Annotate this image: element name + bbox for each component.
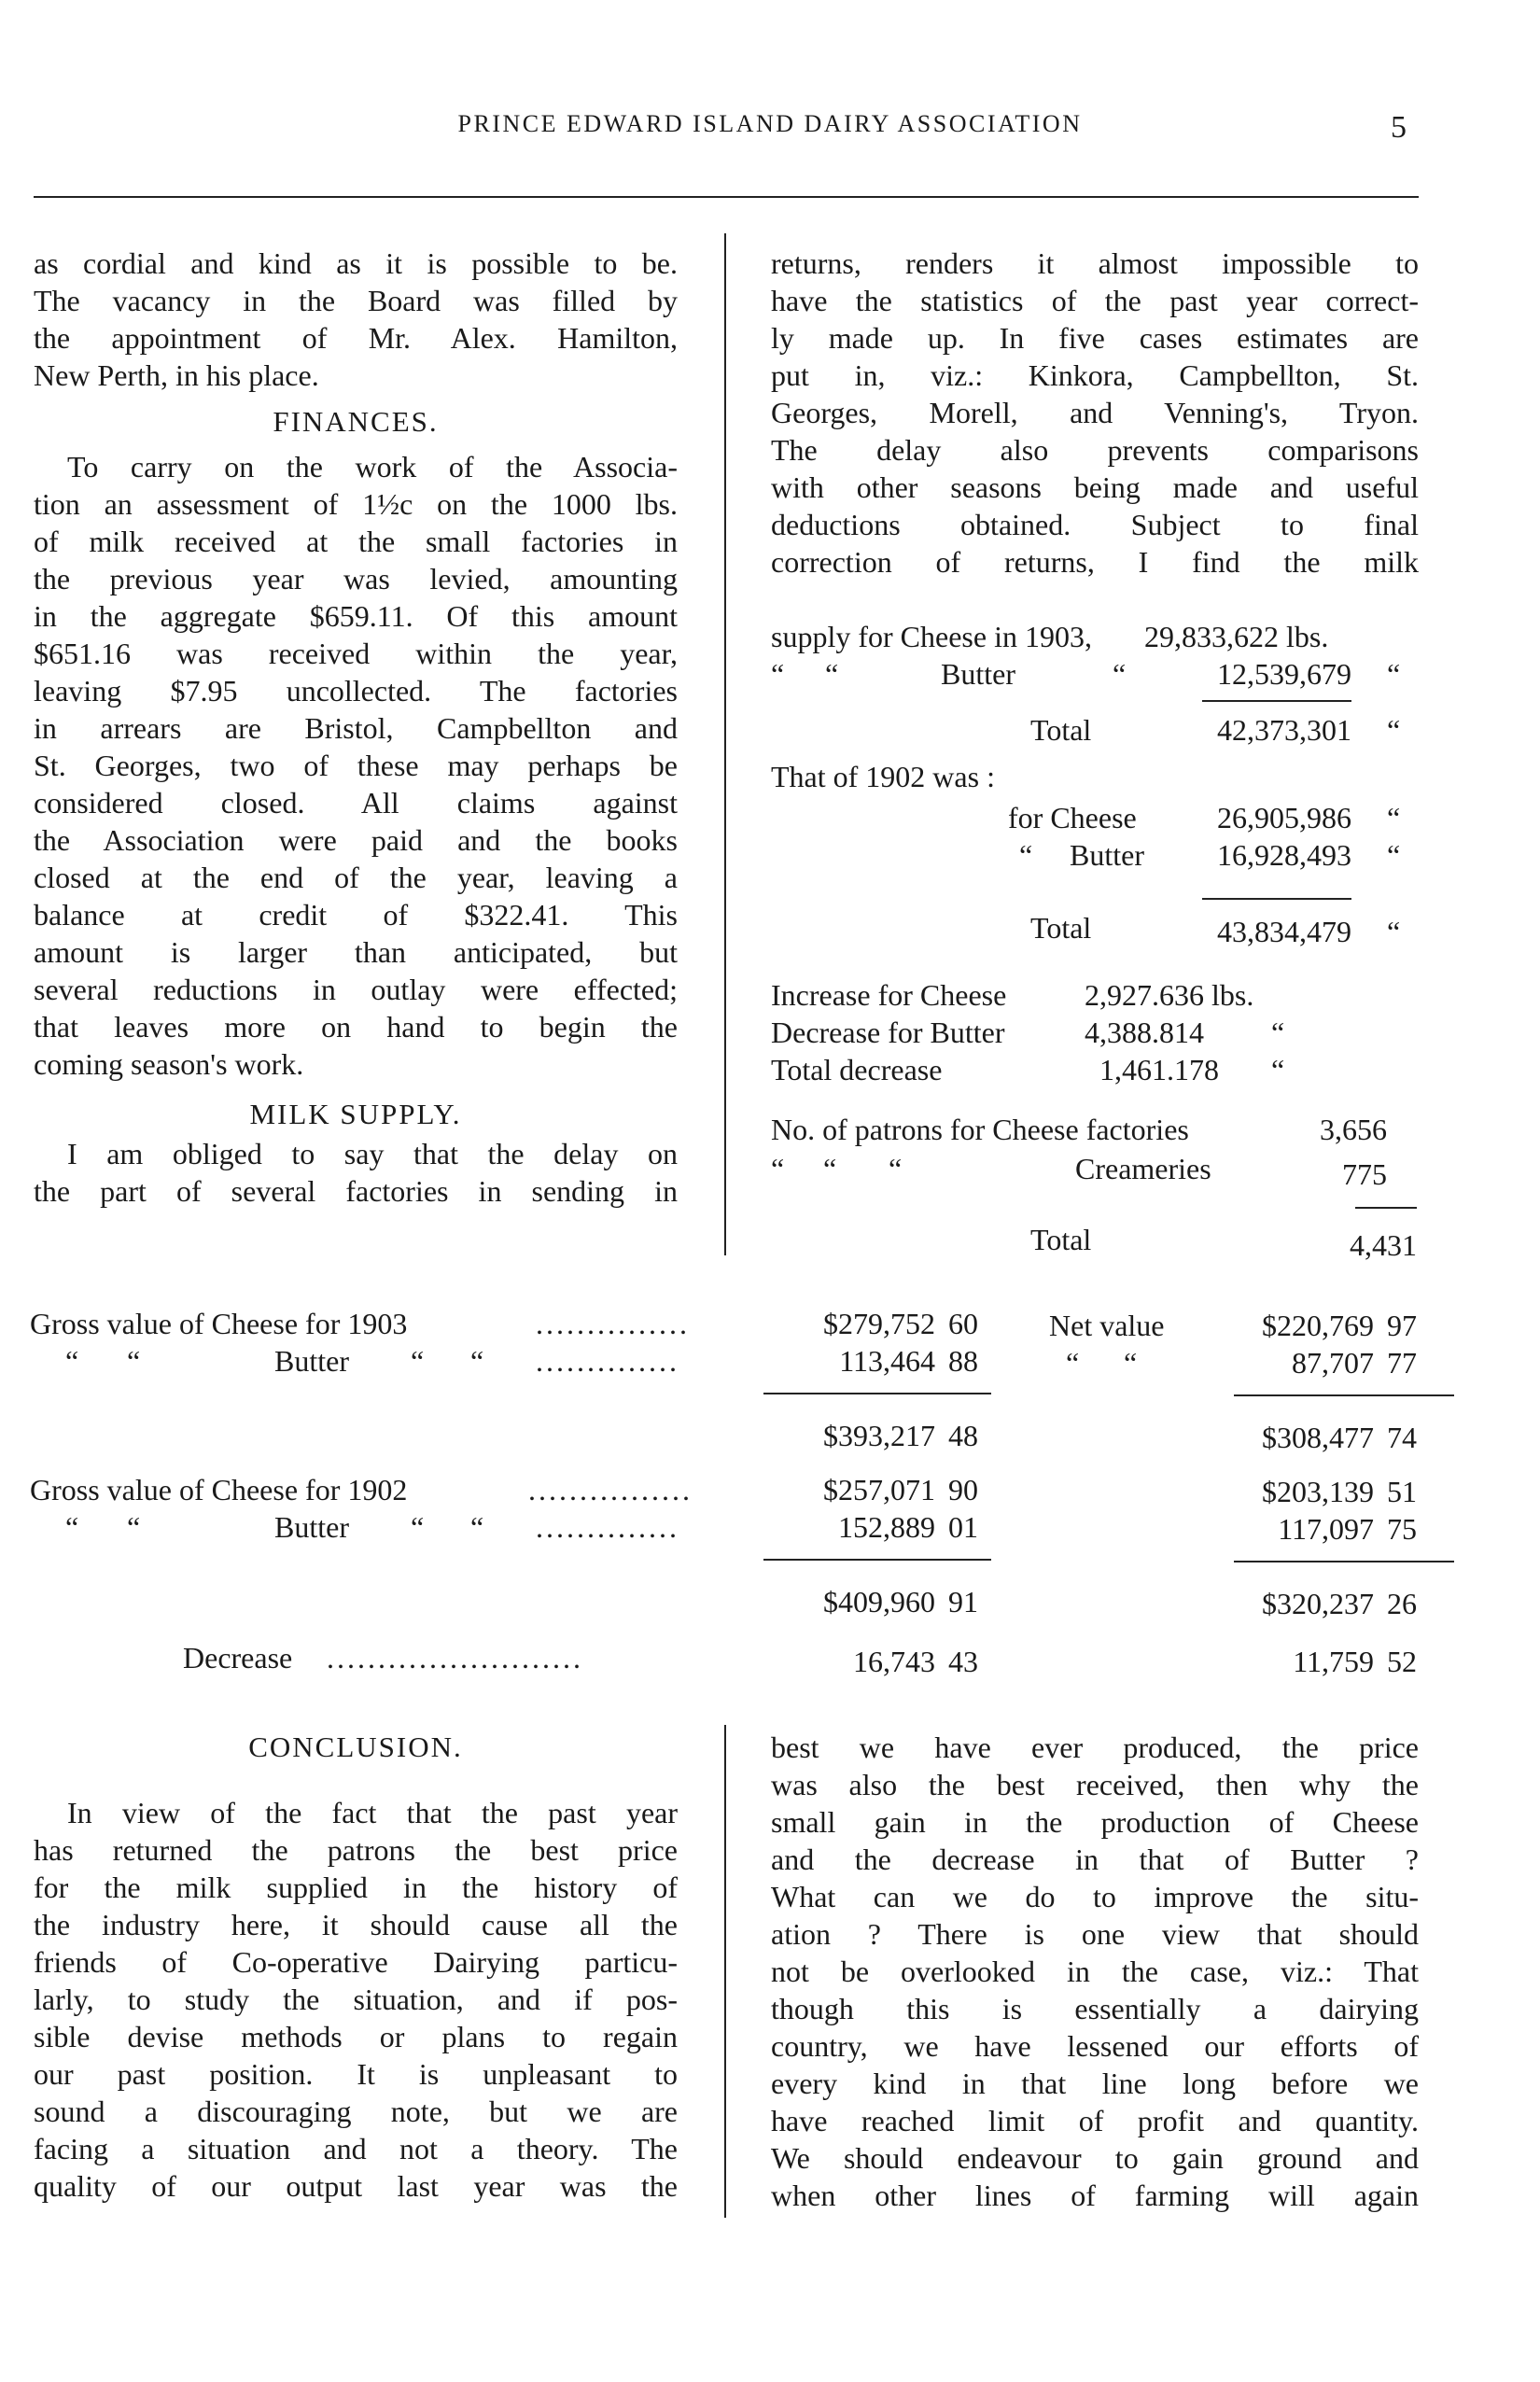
gross-1902-cheese: $257,071 [823,1473,935,1506]
running-header: PRINCE EDWARD ISLAND DAIRY ASSOCIATION [457,110,1083,137]
patrons-total-value: 4,431 [1350,1228,1417,1262]
decrease-butter-label: Decrease for Butter [771,1016,1005,1049]
gross-1902-cheese-cents: 90 [948,1473,978,1506]
net-1902-total: $320,237 [1262,1587,1374,1620]
text-line: the Association were paid and the books [34,823,678,857]
sum-rule [1234,1394,1454,1396]
total-label: Total [1030,713,1092,747]
net-value-label: Net value [1049,1309,1165,1342]
ditto-mark: “ [1387,915,1401,948]
text-line: the industry here, it should cause all the [34,1908,678,1941]
text-line: In view of the fact that the past year [67,1796,678,1829]
text-line: leaving $7.95 uncollected. The factories [34,674,678,708]
total-label: Total [1030,1223,1092,1256]
text-line: not be overlooked in the case, viz.: That [771,1955,1419,1988]
total-1903-value: 42,373,301 [1217,713,1351,747]
gross-1903-butter: 113,464 [839,1344,935,1378]
gross-1902-label: Gross value of Cheese for 1902 [30,1473,408,1506]
leader-dots: .............. [536,1344,679,1378]
column-divider-top [724,233,726,1255]
supply-cheese-value: 29,833,622 lbs. [1144,620,1329,653]
ditto-mark: “ [825,657,839,691]
text-line: the appointment of Mr. Alex. Hamilton, [34,321,678,355]
increase-cheese-value: 2,927.636 lbs. [1085,978,1254,1012]
text-line: was also the best received, then why the [771,1768,1419,1801]
finances-heading: FINANCES. [273,405,439,438]
net-1903-total-cents: 74 [1387,1421,1417,1454]
sum-rule [763,1559,991,1561]
text-line: $651.16 was received within the year, [34,637,678,670]
ditto-mark: “ [470,1344,484,1378]
for-cheese-label: for Cheese [1008,801,1137,834]
net-1903-total: $308,477 [1262,1421,1374,1454]
ditto-mark: “ [1387,657,1401,691]
gross-1902-butter: 152,889 [838,1510,935,1544]
decrease-butter-value: 4,388.814 [1085,1016,1204,1049]
text-line: small gain in the production of Cheese [771,1805,1419,1839]
ditto-mark: “ [411,1510,425,1544]
text-line: for the milk supplied in the history of [34,1871,678,1904]
text-line: the previous year was levied, amounting [34,562,678,596]
text-line: and the decrease in that of Butter ? [771,1843,1419,1876]
ditto-mark: “ [1271,1016,1285,1049]
butter-label: Butter [1070,838,1144,872]
ditto-mark: “ [1271,1053,1285,1086]
butter-1902-value: 16,928,493 [1217,838,1351,872]
sum-rule [1234,1561,1454,1562]
text-line: friends of Co-operative Dairying particu- [34,1945,678,1979]
net-1903-butter-cents: 77 [1387,1346,1417,1380]
supply-butter-value: 12,539,679 [1217,657,1351,691]
ditto-mark: “ [1387,838,1401,872]
ditto-mark: “ [127,1344,141,1378]
ditto-mark: “ [470,1510,484,1544]
total-label: Total [1030,911,1092,945]
leader-dots: ......................... [327,1641,583,1674]
text-line: New Perth, in his place. [34,358,319,392]
text-line: have the statistics of the past year correct- [771,284,1419,317]
butter-label: Butter [941,657,1015,691]
text-line: larly, to study the situation, and if pos- [34,1983,678,2016]
text-line: when other lines of farming will again [771,2179,1419,2212]
leader-dots: ................ [528,1473,693,1506]
text-line: several reductions in outlay were effected; [34,973,678,1006]
ditto-mark: “ [1113,657,1127,691]
ditto-mark: “ [1019,838,1033,872]
conclusion-heading: CONCLUSION. [248,1730,463,1763]
net-1902-butter: 117,097 [1278,1512,1374,1546]
milk-supply-stats [771,581,1424,1197]
text-line: every kind in that line long before we [771,2067,1419,2100]
right-column-top [771,245,1419,581]
ditto-mark: “ [411,1344,425,1378]
ditto-mark: “ [1387,801,1401,834]
gross-decrease: 16,743 [853,1645,935,1678]
text-line: sible devise methods or plans to regain [34,2020,678,2053]
text-line: St. Georges, two of these may perhaps be [34,749,678,782]
gross-1903-butter-cents: 88 [948,1344,978,1378]
text-line: correction of returns, I find the milk [771,545,1419,579]
sum-rule [763,1393,991,1394]
total-decrease-value: 1,461.178 [1099,1053,1219,1086]
total-1902-value: 43,834,479 [1217,915,1351,948]
text-line: have reached limit of profit and quantity. [771,2104,1419,2137]
text-line: with other seasons being made and useful [771,470,1419,504]
text-line: the part of several factories in sending in [34,1174,678,1208]
total-decrease-label: Total decrease [771,1053,943,1086]
net-1902-cheese-cents: 51 [1387,1475,1417,1508]
left-column-bottom [34,1729,678,2205]
text-line: sound a discouraging note, but we are [34,2095,678,2128]
sum-rule [1202,700,1351,702]
text-line: ation ? There is one view that should [771,1917,1419,1951]
ditto-mark: “ [889,1152,903,1185]
text-line: I am obliged to say that the delay on [67,1137,678,1170]
gross-1903-cheese-cents: 60 [948,1307,978,1340]
gross-1903-cheese: $279,752 [823,1307,935,1340]
patrons-cheese-value: 3,656 [1320,1113,1387,1146]
ditto-mark: “ [127,1510,141,1544]
text-line: We should endeavour to gain ground and [771,2141,1419,2175]
creameries-label: Creameries [1075,1152,1211,1185]
leader-dots: .............. [536,1510,679,1544]
text-line: put in, viz.: Kinkora, Campbellton, St. [771,358,1419,392]
gross-1903-total: $393,217 [823,1419,935,1452]
ditto-mark: “ [1066,1346,1080,1380]
increase-cheese-label: Increase for Cheese [771,978,1007,1012]
text-line: country, we have lessened our efforts of [771,2029,1419,2063]
text-line: as cordial and kind as it is possible to be. [34,246,678,280]
gross-1902-total-cents: 91 [948,1585,978,1618]
text-line: though this is essentially a dairying [771,1992,1419,2025]
text-line: has returned the patrons the best price [34,1833,678,1867]
sum-rule [1355,1207,1417,1209]
ditto-mark: “ [771,657,785,691]
text-line: best we have ever produced, the price [771,1730,1419,1764]
net-1903-cheese: $220,769 [1262,1309,1374,1342]
text-line: our past position. It is unpleasant to [34,2057,678,2091]
right-column-bottom [771,1729,1419,2214]
left-column-top [34,245,678,1210]
milk-supply-heading: MILK SUPPLY. [249,1098,462,1130]
butter-label: Butter [274,1344,349,1378]
text-line: quality of our output last year was the [34,2169,678,2203]
net-1902-butter-cents: 75 [1387,1512,1417,1546]
column-divider-bottom [724,1725,726,2218]
page-number: 5 [1391,110,1407,145]
butter-label: Butter [274,1510,349,1544]
text-line: What can we do to improve the situ- [771,1880,1419,1913]
gross-1903-label: Gross value of Cheese for 1903 [30,1307,408,1340]
gross-1902-butter-cents: 01 [948,1510,978,1544]
text-line: that leaves more on hand to begin the [34,1010,678,1044]
patrons-creameries-value: 775 [1342,1157,1387,1191]
text-line: closed at the end of the year, leaving a [34,861,678,894]
net-1902-total-cents: 26 [1387,1587,1417,1620]
ditto-mark: “ [1124,1346,1138,1380]
text-line: tion an assessment of 1½c on the 1000 lbs. [34,487,678,521]
net-decrease-cents: 52 [1387,1645,1417,1678]
text-line: The vacancy in the Board was filled by [34,284,678,317]
sum-rule [1202,898,1351,900]
gross-decrease-cents: 43 [948,1645,978,1678]
text-line: amount is larger than anticipated, but [34,935,678,969]
ditto-mark: “ [1387,713,1401,747]
cheese-1902-value: 26,905,986 [1217,801,1351,834]
text-line: returns, renders it almost impossible to [771,246,1419,280]
values-table [30,1305,1430,1697]
text-line: Georges, Morell, and Venning's, Tryon. [771,396,1419,429]
gross-1903-total-cents: 48 [948,1419,978,1452]
text-line: in the aggregate $659.11. Of this amount [34,599,678,633]
supply-cheese-label: supply for Cheese in 1903, [771,620,1092,653]
text-line: ly made up. In five cases estimates are [771,321,1419,355]
decrease-label: Decrease [183,1641,293,1674]
that-1902-label: That of 1902 was : [771,760,995,793]
ditto-mark: “ [771,1152,785,1185]
net-1902-cheese: $203,139 [1262,1475,1374,1508]
ditto-mark: “ [65,1344,79,1378]
ditto-mark: “ [65,1510,79,1544]
text-line: considered closed. All claims against [34,786,678,820]
leader-dots: ............... [536,1307,690,1340]
net-1903-cheese-cents: 97 [1387,1309,1417,1342]
patrons-cheese-label: No. of patrons for Cheese factories [771,1113,1189,1146]
text-line: deductions obtained. Subject to final [771,508,1419,541]
text-line: facing a situation and not a theory. The [34,2132,678,2165]
gross-1902-total: $409,960 [823,1585,935,1618]
text-line: in arrears are Bristol, Campbellton and [34,711,678,745]
text-line: coming season's work. [34,1047,304,1081]
text-line: of milk received at the small factories in [34,525,678,558]
ditto-mark: “ [823,1152,837,1185]
text-line: To carry on the work of the Associa- [67,450,678,483]
text-line: The delay also prevents comparisons [771,433,1419,467]
text-line: balance at credit of $322.41. This [34,898,678,932]
header-rule [34,196,1419,198]
net-decrease: 11,759 [1293,1645,1374,1678]
net-1903-butter: 87,707 [1292,1346,1374,1380]
